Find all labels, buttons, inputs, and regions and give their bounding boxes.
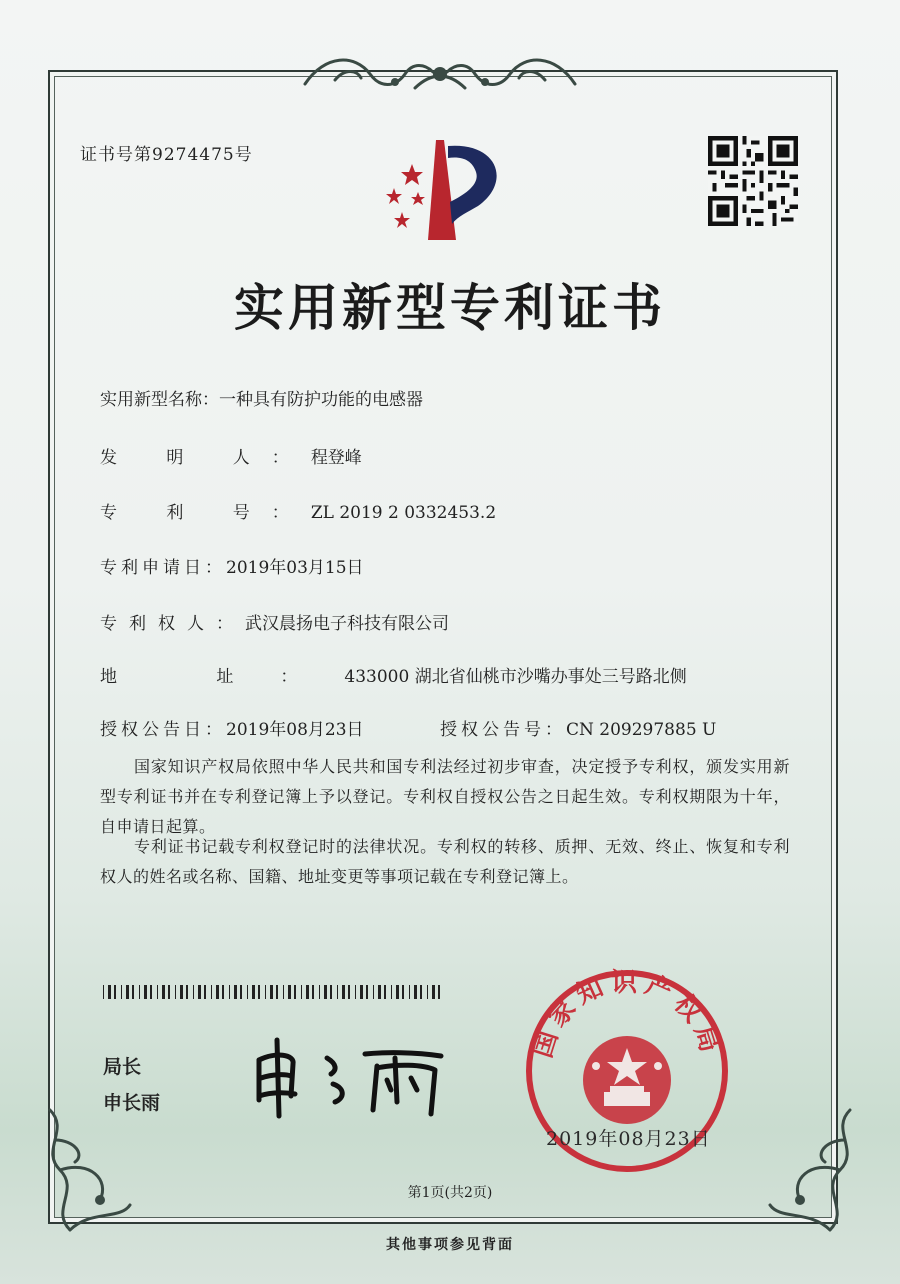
patentee-value: 武汉晨扬电子科技有限公司 xyxy=(245,614,449,634)
top-ornament xyxy=(295,44,585,100)
filing-date-value: 2019年03月15日 xyxy=(226,558,364,578)
barcode-bar xyxy=(175,985,176,999)
grant-number-label: 授权公告号： xyxy=(440,720,566,740)
barcode-bar xyxy=(270,985,273,999)
field-filing-date xyxy=(100,553,364,578)
barcode-bar xyxy=(121,985,122,999)
barcode-bar xyxy=(330,985,332,999)
address-value: 433000 湖北省仙桃市沙嘴办事处三号路北侧 xyxy=(344,667,687,687)
barcode-bar xyxy=(432,985,435,999)
barcode-bar xyxy=(204,985,206,999)
cnipa-logo-icon xyxy=(372,132,512,244)
filing-date-label: 专利申请日： xyxy=(100,558,226,578)
barcode-bar xyxy=(312,985,314,999)
barcode-bar xyxy=(258,985,260,999)
barcode-bar xyxy=(420,985,422,999)
barcode-bar xyxy=(342,985,345,999)
barcode-bar xyxy=(240,985,242,999)
grant-date-value: 2019年08月23日 xyxy=(226,720,364,740)
patent-number-value: ZL 2019 2 0332453.2 xyxy=(310,503,497,523)
bottom-left-ornament xyxy=(30,1100,140,1240)
bottom-right-ornament xyxy=(760,1100,870,1240)
barcode-bar xyxy=(301,985,302,999)
seal-text: 国家知识产权局 xyxy=(527,968,727,1062)
grant-date-label: 授权公告日： xyxy=(100,720,226,740)
barcode-icon xyxy=(103,985,443,999)
barcode-bar xyxy=(348,985,350,999)
barcode-bar xyxy=(396,985,399,999)
patentee-label: 专利权人： xyxy=(100,614,245,634)
barcode-bar xyxy=(360,985,363,999)
barcode-bar xyxy=(103,985,104,999)
inventor-value: 程登峰 xyxy=(310,448,362,468)
barcode-bar xyxy=(378,985,381,999)
barcode-bar xyxy=(144,985,147,999)
page-indicator: 第1页(共2页) xyxy=(407,1185,493,1201)
signatory-title: 局长 xyxy=(103,1056,142,1078)
handwritten-signature xyxy=(245,1030,455,1120)
barcode-bar xyxy=(162,985,165,999)
barcode-bar xyxy=(157,985,158,999)
field-patentee xyxy=(100,609,449,634)
footer-note: 其他事项参见背面 xyxy=(386,1237,514,1253)
barcode-bar xyxy=(409,985,410,999)
barcode-bar xyxy=(252,985,255,999)
field-utility-model-name xyxy=(100,385,423,410)
barcode-bar xyxy=(288,985,291,999)
field-patent-number xyxy=(100,498,496,523)
barcode-bar xyxy=(186,985,188,999)
barcode-bar xyxy=(229,985,230,999)
barcode-bar xyxy=(168,985,170,999)
field-grant-number xyxy=(440,715,716,740)
statement-paragraph-2: 专利证书记载专利权登记时的法律状况。专利权的转移、质押、无效、终止、恢复和专利权人的姓名或名称、国籍、地址变更等事项记载在专利登记簿上。 xyxy=(100,837,790,886)
name-label: 实用新型名称： xyxy=(100,390,219,410)
certificate-number: 证书号第9274475号 xyxy=(80,145,253,165)
barcode-bar xyxy=(234,985,237,999)
barcode-bar xyxy=(247,985,248,999)
barcode-bar xyxy=(198,985,201,999)
barcode-bar xyxy=(108,985,111,999)
barcode-bar xyxy=(216,985,219,999)
grant-number-value: CN 209297885 U xyxy=(566,720,717,740)
barcode-bar xyxy=(222,985,224,999)
certificate-title: 实用新型专利证书 xyxy=(234,279,666,337)
barcode-bar xyxy=(294,985,296,999)
barcode-bar xyxy=(150,985,152,999)
field-inventor xyxy=(100,443,362,468)
barcode-bar xyxy=(414,985,417,999)
barcode-bar xyxy=(384,985,386,999)
field-grant-date xyxy=(100,715,364,740)
barcode-bar xyxy=(373,985,374,999)
barcode-bar xyxy=(306,985,309,999)
name-value: 一种具有防护功能的电感器 xyxy=(219,390,423,410)
statement-paragraph-1: 国家知识产权局依照中华人民共和国专利法经过初步审查，决定授予专利权，颁发实用新型专利证书并在专利登记簿上予以登记。专利权自授权公告之日起生效。专利权期限为十年，自申请日起算。 xyxy=(100,757,790,836)
barcode-bar xyxy=(402,985,404,999)
barcode-bar xyxy=(324,985,327,999)
barcode-bar xyxy=(283,985,284,999)
field-address xyxy=(100,662,687,687)
barcode-bar xyxy=(114,985,116,999)
patent-number-label: 专 利 号： xyxy=(100,503,311,523)
address-label: 地 址： xyxy=(100,667,345,687)
barcode-bar xyxy=(276,985,278,999)
barcode-bar xyxy=(438,985,440,999)
barcode-bar xyxy=(180,985,183,999)
barcode-bar xyxy=(126,985,129,999)
barcode-bar xyxy=(211,985,212,999)
barcode-bar xyxy=(355,985,356,999)
barcode-bar xyxy=(132,985,134,999)
barcode-bar xyxy=(193,985,194,999)
qr-code-icon xyxy=(708,136,798,226)
barcode-bar xyxy=(139,985,140,999)
barcode-bar xyxy=(391,985,392,999)
barcode-bar xyxy=(337,985,338,999)
inventor-label: 发 明 人： xyxy=(100,448,311,468)
barcode-bar xyxy=(265,985,266,999)
signatory-name: 申长雨 xyxy=(103,1092,161,1114)
barcode-bar xyxy=(319,985,320,999)
barcode-bar xyxy=(366,985,368,999)
barcode-bar xyxy=(427,985,428,999)
seal-date: 2019年08月23日 xyxy=(546,1128,711,1150)
